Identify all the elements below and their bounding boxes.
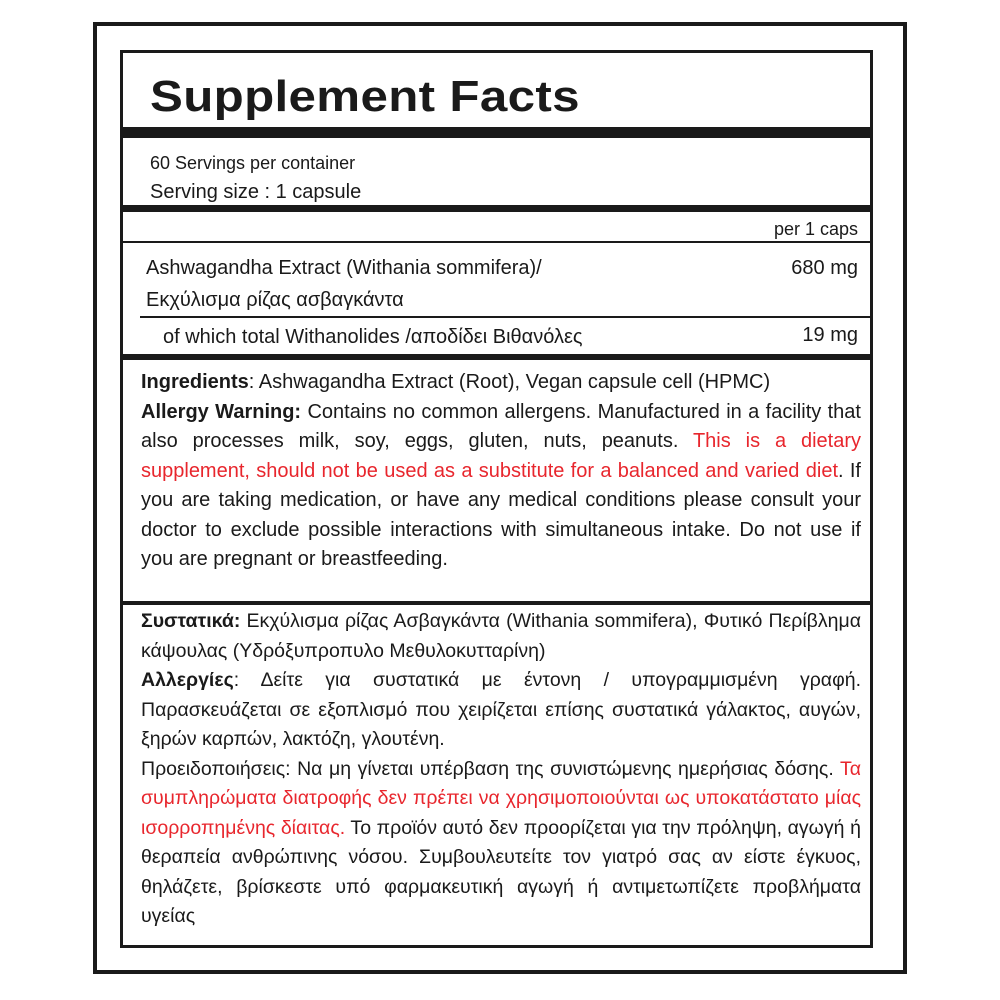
- english-ingredients-block: [141, 368, 861, 575]
- facts-divider: [123, 354, 872, 360]
- greek-allergy-label: Αλλεργίες: [141, 669, 234, 691]
- title-divider: [123, 127, 872, 138]
- column-header: per 1 caps: [773, 219, 858, 239]
- header-divider: [123, 241, 872, 243]
- ingredients-label: Ingredients: [141, 371, 249, 393]
- greek-ingredients-block: [141, 607, 861, 932]
- ingredients-text: : Ashwagandha Extract (Root), Vegan capsule cell (HPMC): [248, 371, 771, 393]
- nutrient-divider: [140, 316, 872, 318]
- greek-closing-text: Το προϊόν αυτό δεν προορίζεται για την πρόληψη, αγωγή ή θεραπεία ανθρώπινης νόσου. Συμβουλευτείτε τον γιατρό σας αν είστε έγκυος, θηλάζετε, βρίσκεστε υπό φαρμακευτική αγωγή ή αντιμετωπίζετε προβλήματα υγείας: [141, 816, 861, 927]
- sub-nutrient-name: of which total Withanolides /αποδίδει Βιθανόλες: [163, 326, 583, 348]
- greek-ingredients-label: Συστατικά:: [141, 610, 241, 632]
- nutrient-amount: 680 mg: [791, 257, 858, 279]
- nutrient-name: Ashwagandha Extract (Withania sommifera)/: [146, 257, 542, 279]
- serving-divider: [123, 205, 872, 212]
- language-divider: [123, 601, 872, 605]
- dietary-warning-red: This is a dietary supplement, should not be used as a substitute for a balanced and varied diet: [141, 430, 861, 482]
- servings-per-container: 60 Servings per container: [150, 153, 356, 173]
- sub-nutrient-amount: 19 mg: [802, 324, 858, 346]
- greek-warnings-text: Προειδοποιήσεις: Να μη γίνεται υπέρβαση της συνιστώμενης ημερήσιας δόσης.: [141, 757, 840, 780]
- page-title: Supplement Facts: [150, 72, 580, 121]
- nutrient-name-greek: Εκχύλισμα ρίζας ασβαγκάντα: [146, 289, 404, 311]
- greek-allergy-text: : Δείτε για συστατικά με έντονη / υπογραμμισμένη γραφή. Παρασκευάζεται σε εξοπλισμό που χειρίζεται επίσης συστατικά γάλακτος, αυγών, ξηρών καρπών, λακτόζη, γλουτένη.: [141, 669, 861, 750]
- medical-advice-text: . If you are taking medication, or have any medical conditions please consult your doctor to exclude possible interactions with simultaneous intake. Do not use if you are pregnant or breastfeeding.: [141, 459, 861, 570]
- greek-dietary-warning-red: Τα συμπληρώματα διατροφής δεν πρέπει να χρησιμοποιούνται ως υποκατάστατο μίας ισορροπημένης δίαιτας.: [141, 757, 861, 839]
- allergy-warning-label: Allergy Warning:: [141, 400, 302, 423]
- greek-ingredients-text: Εκχύλισμα ρίζας Ασβαγκάντα (Withania sommifera), Φυτικό Περίβλημα κάψουλας (Υδρόξυπροπυλο Μεθυλοκυτταρίνη): [141, 610, 861, 662]
- allergy-warning-text: Contains no common allergens. Manufactured in a facility that also processes milk, soy, eggs, gluten, nuts, peanuts.: [141, 400, 861, 452]
- serving-size: Serving size : 1 capsule: [150, 181, 362, 203]
